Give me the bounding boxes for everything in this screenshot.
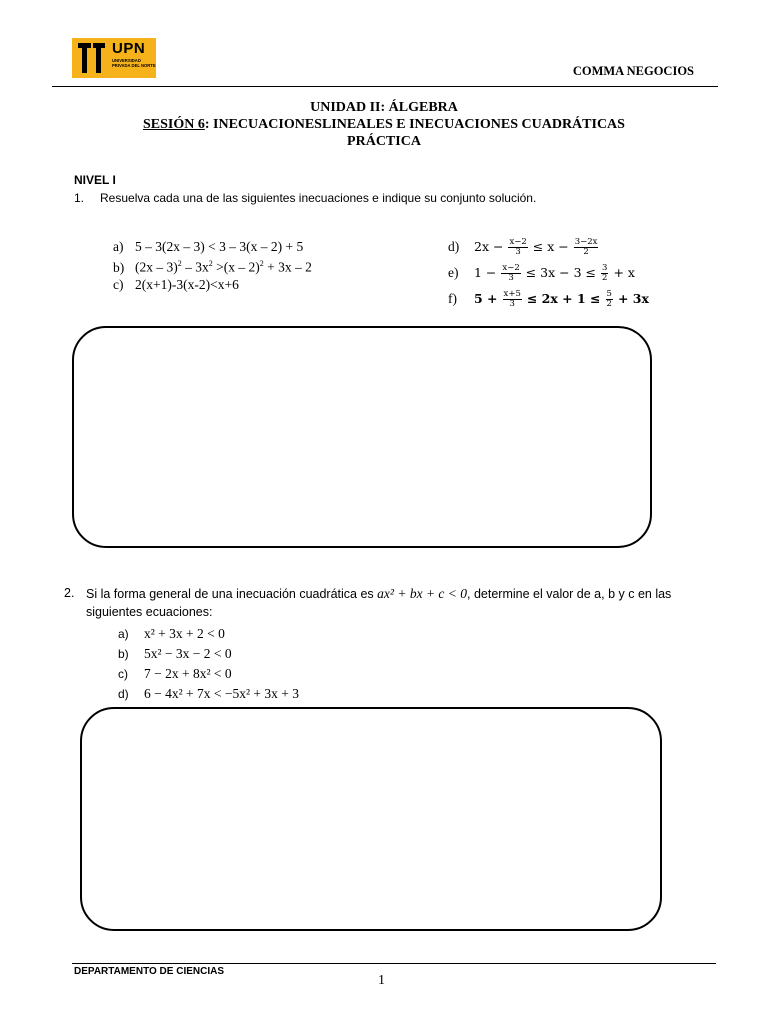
answer-box-1[interactable] [72,326,652,548]
logo-text: UPN [112,40,146,57]
session-label: SESIÓN 6 [143,117,205,132]
upn-logo-icon [76,41,110,75]
general-form-formula: ax² + bx + c < 0 [377,586,468,601]
quadratic-a: a) x² + 3x + 2 < 0 [118,626,225,641]
document-title [0,99,768,150]
answer-box-2[interactable] [80,707,662,931]
level-heading: NIVEL I [74,173,116,187]
session-title [0,116,768,133]
practice-title: PRÁCTICA [347,134,421,149]
header-rule [52,86,718,87]
department-name: DEPARTAMENTO DE CIENCIAS [74,966,225,977]
quadratic-list [118,624,299,704]
footer-rule [72,963,716,964]
question-1-text: Resuelva cada una de las siguientes inecuaciones e indique su conjunto solución. [100,191,537,205]
quadratic-c: c) 7 − 2x + 8x² < 0 [118,666,232,681]
question-2-text: Si la forma general de una inecuación cuadrática es ax² + bx + c < 0, determine el valor de a, b y c en las [86,586,672,601]
inequality-a: a) 5 – 3(2x – 3) < 3 – 3(x – 2) + 5 [113,239,304,254]
inequality-list-left [113,238,312,293]
session-topic: : INECUACIONESLINEALES E INECUACIONES CUADRÁTICAS [204,117,625,132]
inequality-f: f) 5 + $\frac{x+5}{3}$ ≤ 2x + 1 ≤ $\frac{5}{2}$ + 3x [448,288,649,309]
question-1-number: 1. [74,191,85,205]
inequality-list-right [448,234,649,312]
question-2-text-cont: siguientes ecuaciones: [86,605,213,619]
logo-subtitle: UNIVERSIDAD PRIVADA DEL NORTE [112,58,156,68]
inequality-d: d) 2x − $\frac{x-2}{3}$ ≤ x − $\frac{3-2x}{2}$ [448,236,598,257]
company-name: COMMA NEGOCIOS [572,64,694,78]
upn-logo [72,38,156,78]
quadratic-d: d) 6 − 4x² + 7x < −5x² + 3x + 3 [118,686,300,701]
quadratic-b: b) 5x² − 3x − 2 < 0 [118,646,232,661]
unit-title: UNIDAD II: ÁLGEBRA [310,100,458,115]
inequality-c: c) 2(x+1)-3(x-2)<x+6 [113,276,239,292]
question-2-number: 2. [64,586,75,600]
inequality-b: b) $(2x - 3)^2 - 3x^2 >(x - 2)^2 + 3x - 2$ [113,259,312,275]
page-number: 1 [378,973,385,988]
inequality-e: e) 1 − $\frac{x-2}{3}$ ≤ 3x − 3 ≤ $\frac{3}{2}$ + x [448,262,635,283]
